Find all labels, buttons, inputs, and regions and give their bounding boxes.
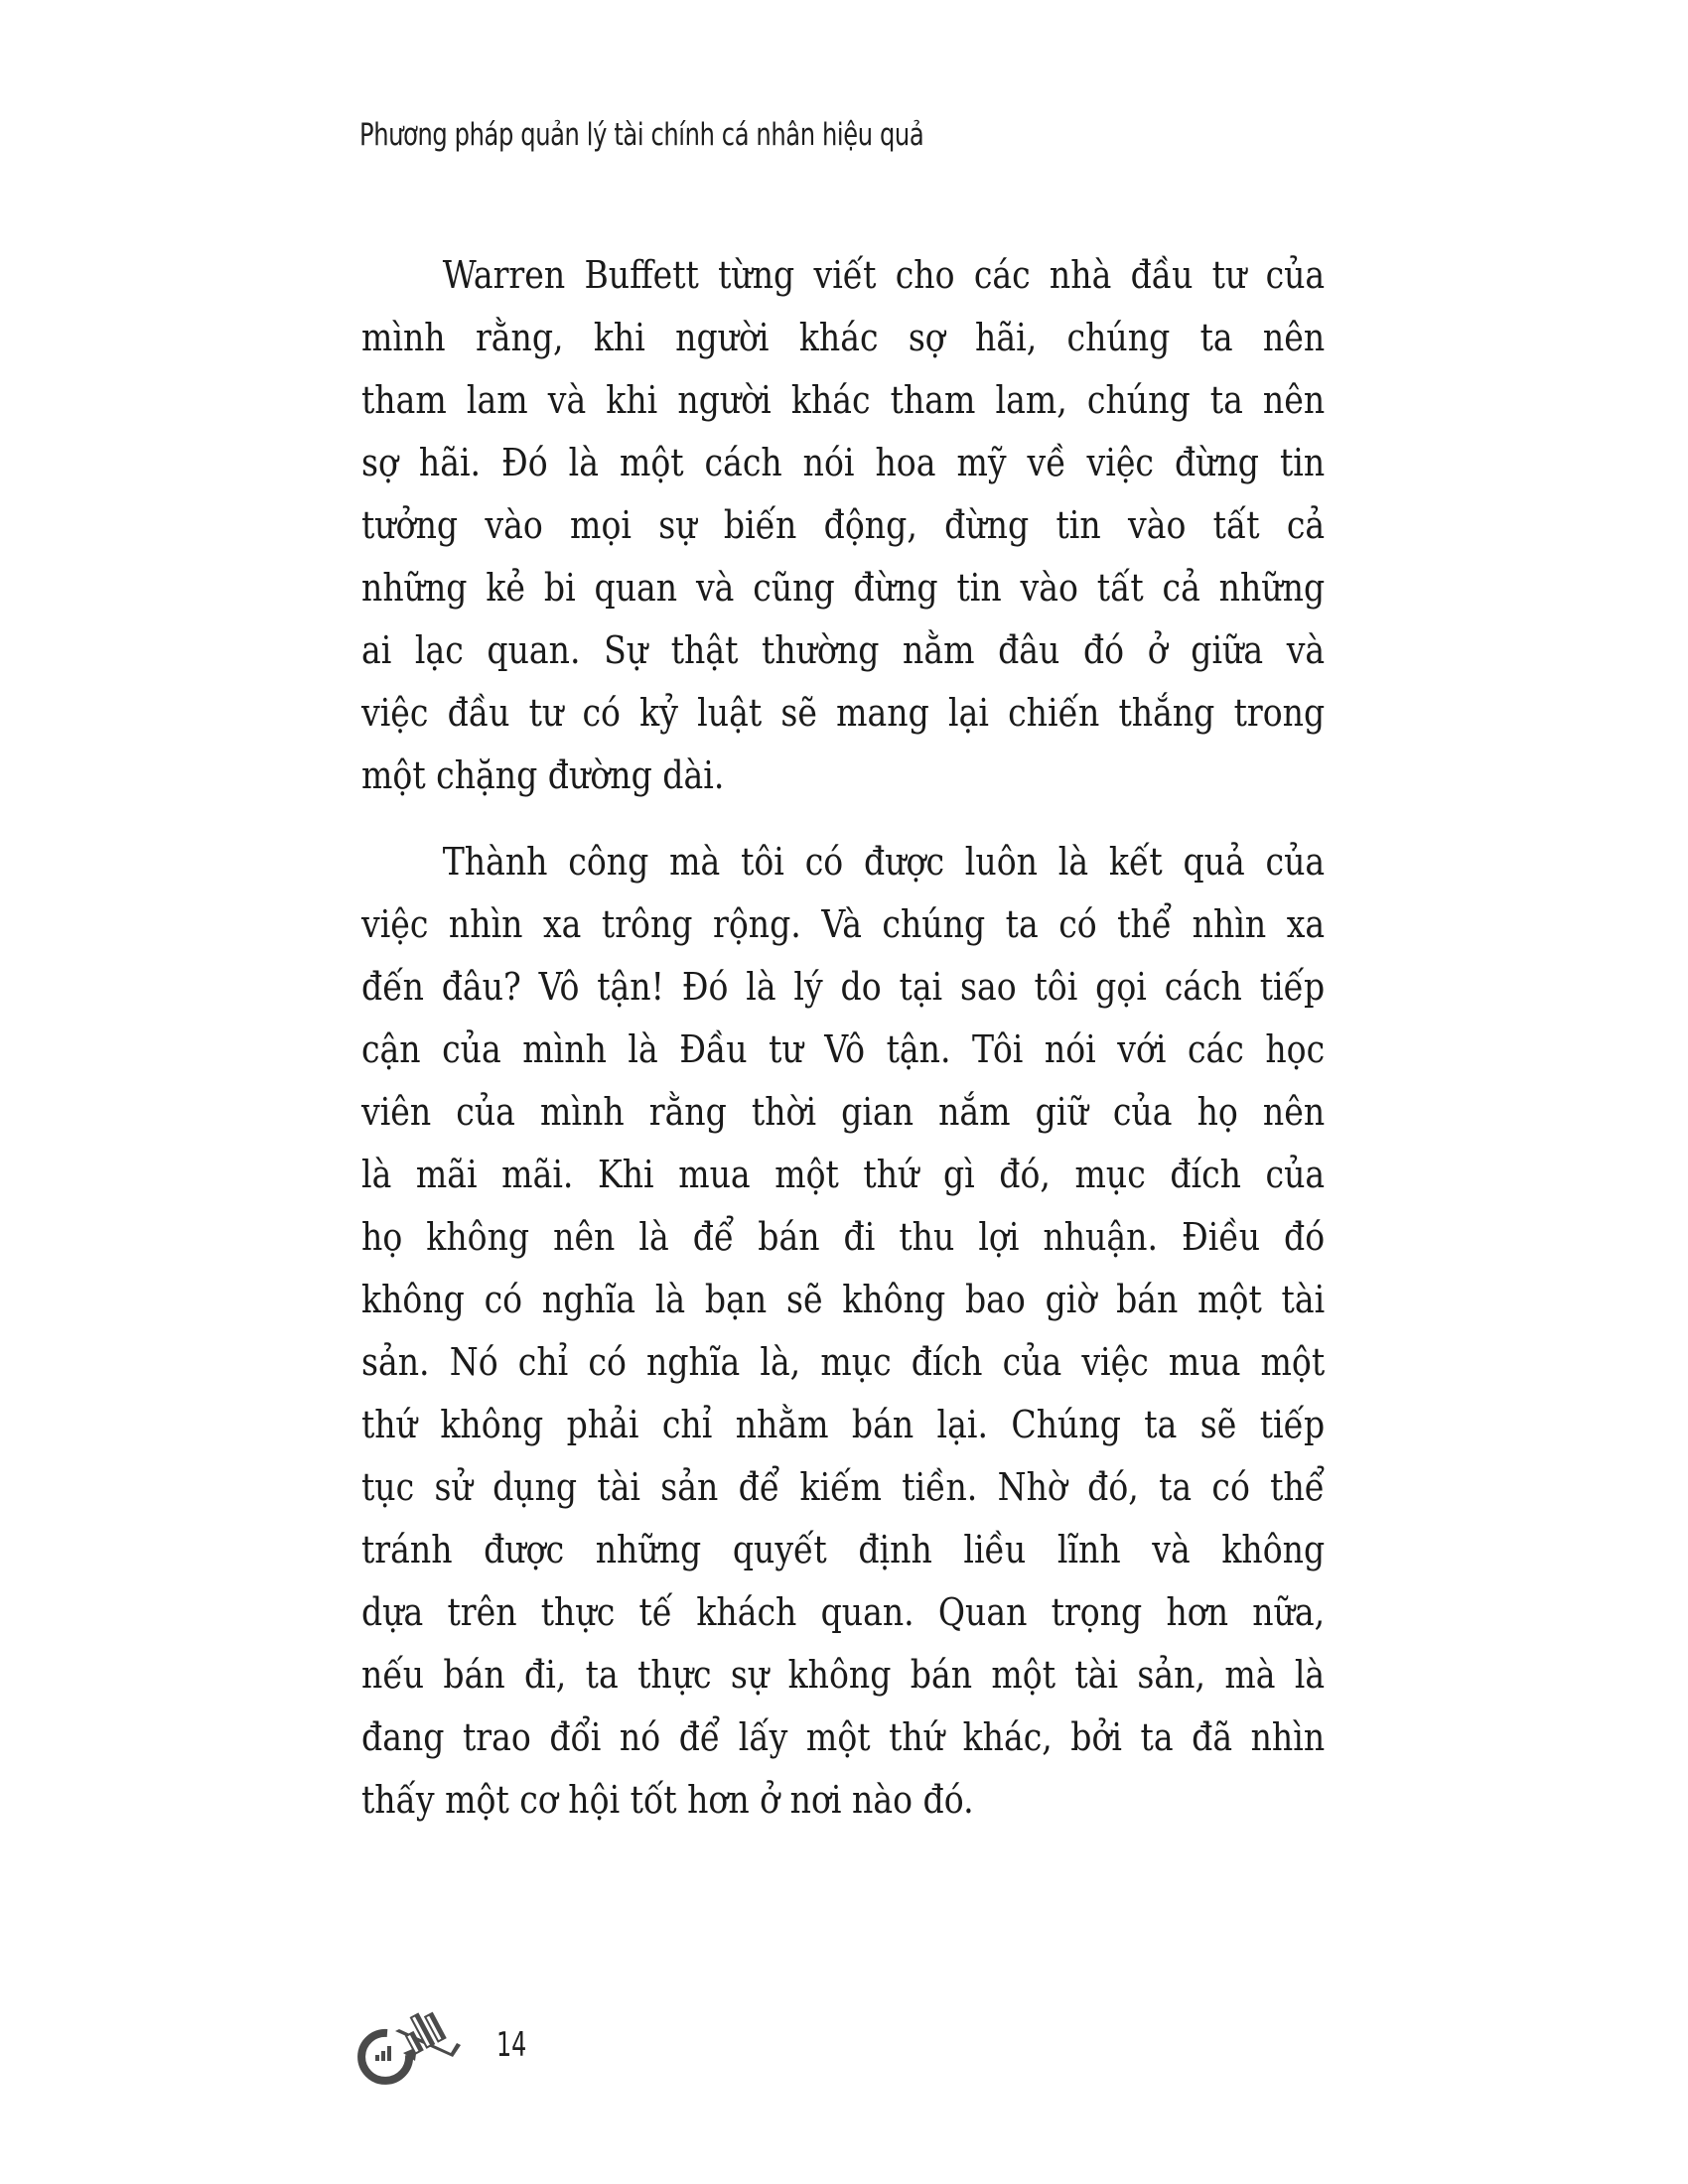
running-header: Phương pháp quản lý tài chính cá nhân hiệu quả <box>359 117 924 153</box>
text-line: việc đầu tư có kỷ luật sẽ mang lại chiến thắng trong <box>361 691 1326 736</box>
paragraph-2 <box>361 831 1325 1832</box>
text-line: không có nghĩa là bạn sẽ không bao giờ bán một tài <box>361 1278 1326 1322</box>
text-line: tục sử dụng tài sản để kiếm tiền. Nhờ đó, ta có thể <box>361 1465 1326 1510</box>
text-line: là mãi mãi. Khi mua một thứ gì đó, mục đích của <box>361 1153 1326 1197</box>
text-line: Warren Buffett từng viết cho các nhà đầu tư của <box>442 253 1326 298</box>
text-line: mình rằng, khi người khác sợ hãi, chúng ta nên <box>361 316 1326 360</box>
paragraph-1 <box>361 244 1325 807</box>
text-line: cận của mình là Đầu tư Vô tận. Tôi nói với các học <box>361 1027 1326 1072</box>
paragraph-gap <box>361 807 1325 831</box>
text-line: một chặng đường dài. <box>361 753 725 798</box>
text-line: thứ không phải chỉ nhằm bán lại. Chúng ta sẽ tiếp <box>361 1403 1326 1447</box>
text-line: tham lam và khi người khác tham lam, chúng ta nên <box>361 378 1326 423</box>
text-line: việc nhìn xa trông rộng. Và chúng ta có thể nhìn xa <box>361 902 1326 947</box>
text-line: những kẻ bi quan và cũng đừng tin vào tất cả những <box>361 566 1326 611</box>
text-line: đến đâu? Vô tận! Đó là lý do tại sao tôi gọi cách tiếp <box>361 965 1326 1010</box>
text-line: dựa trên thực tế khách quan. Quan trọng hơn nữa, <box>361 1590 1326 1635</box>
text-line: viên của mình rằng thời gian nắm giữ của họ nên <box>361 1090 1326 1135</box>
text-line: thấy một cơ hội tốt hơn ở nơi nào đó. <box>361 1778 974 1823</box>
page-number: 14 <box>496 2025 527 2065</box>
text-line: sợ hãi. Đó là một cách nói hoa mỹ về việc đừng tin <box>361 441 1326 485</box>
text-line: nếu bán đi, ta thực sự không bán một tài sản, mà là <box>361 1653 1326 1698</box>
finance-growth-logo-icon <box>357 1995 477 2085</box>
text-line: tưởng vào mọi sự biến động, đừng tin vào tất cả <box>361 503 1326 548</box>
text-line: họ không nên là để bán đi thu lợi nhuận. Điều đó <box>361 1215 1326 1260</box>
text-line: tránh được những quyết định liều lĩnh và không <box>361 1528 1326 1572</box>
text-line: đang trao đổi nó để lấy một thứ khác, bởi ta đã nhìn <box>361 1715 1326 1760</box>
text-line: sản. Nó chỉ có nghĩa là, mục đích của việc mua một <box>361 1340 1326 1385</box>
body-text <box>361 244 1325 1832</box>
page-footer <box>357 1995 556 2085</box>
text-line: ai lạc quan. Sự thật thường nằm đâu đó ở giữa và <box>361 628 1326 673</box>
text-line: Thành công mà tôi có được luôn là kết quả của <box>442 840 1326 885</box>
